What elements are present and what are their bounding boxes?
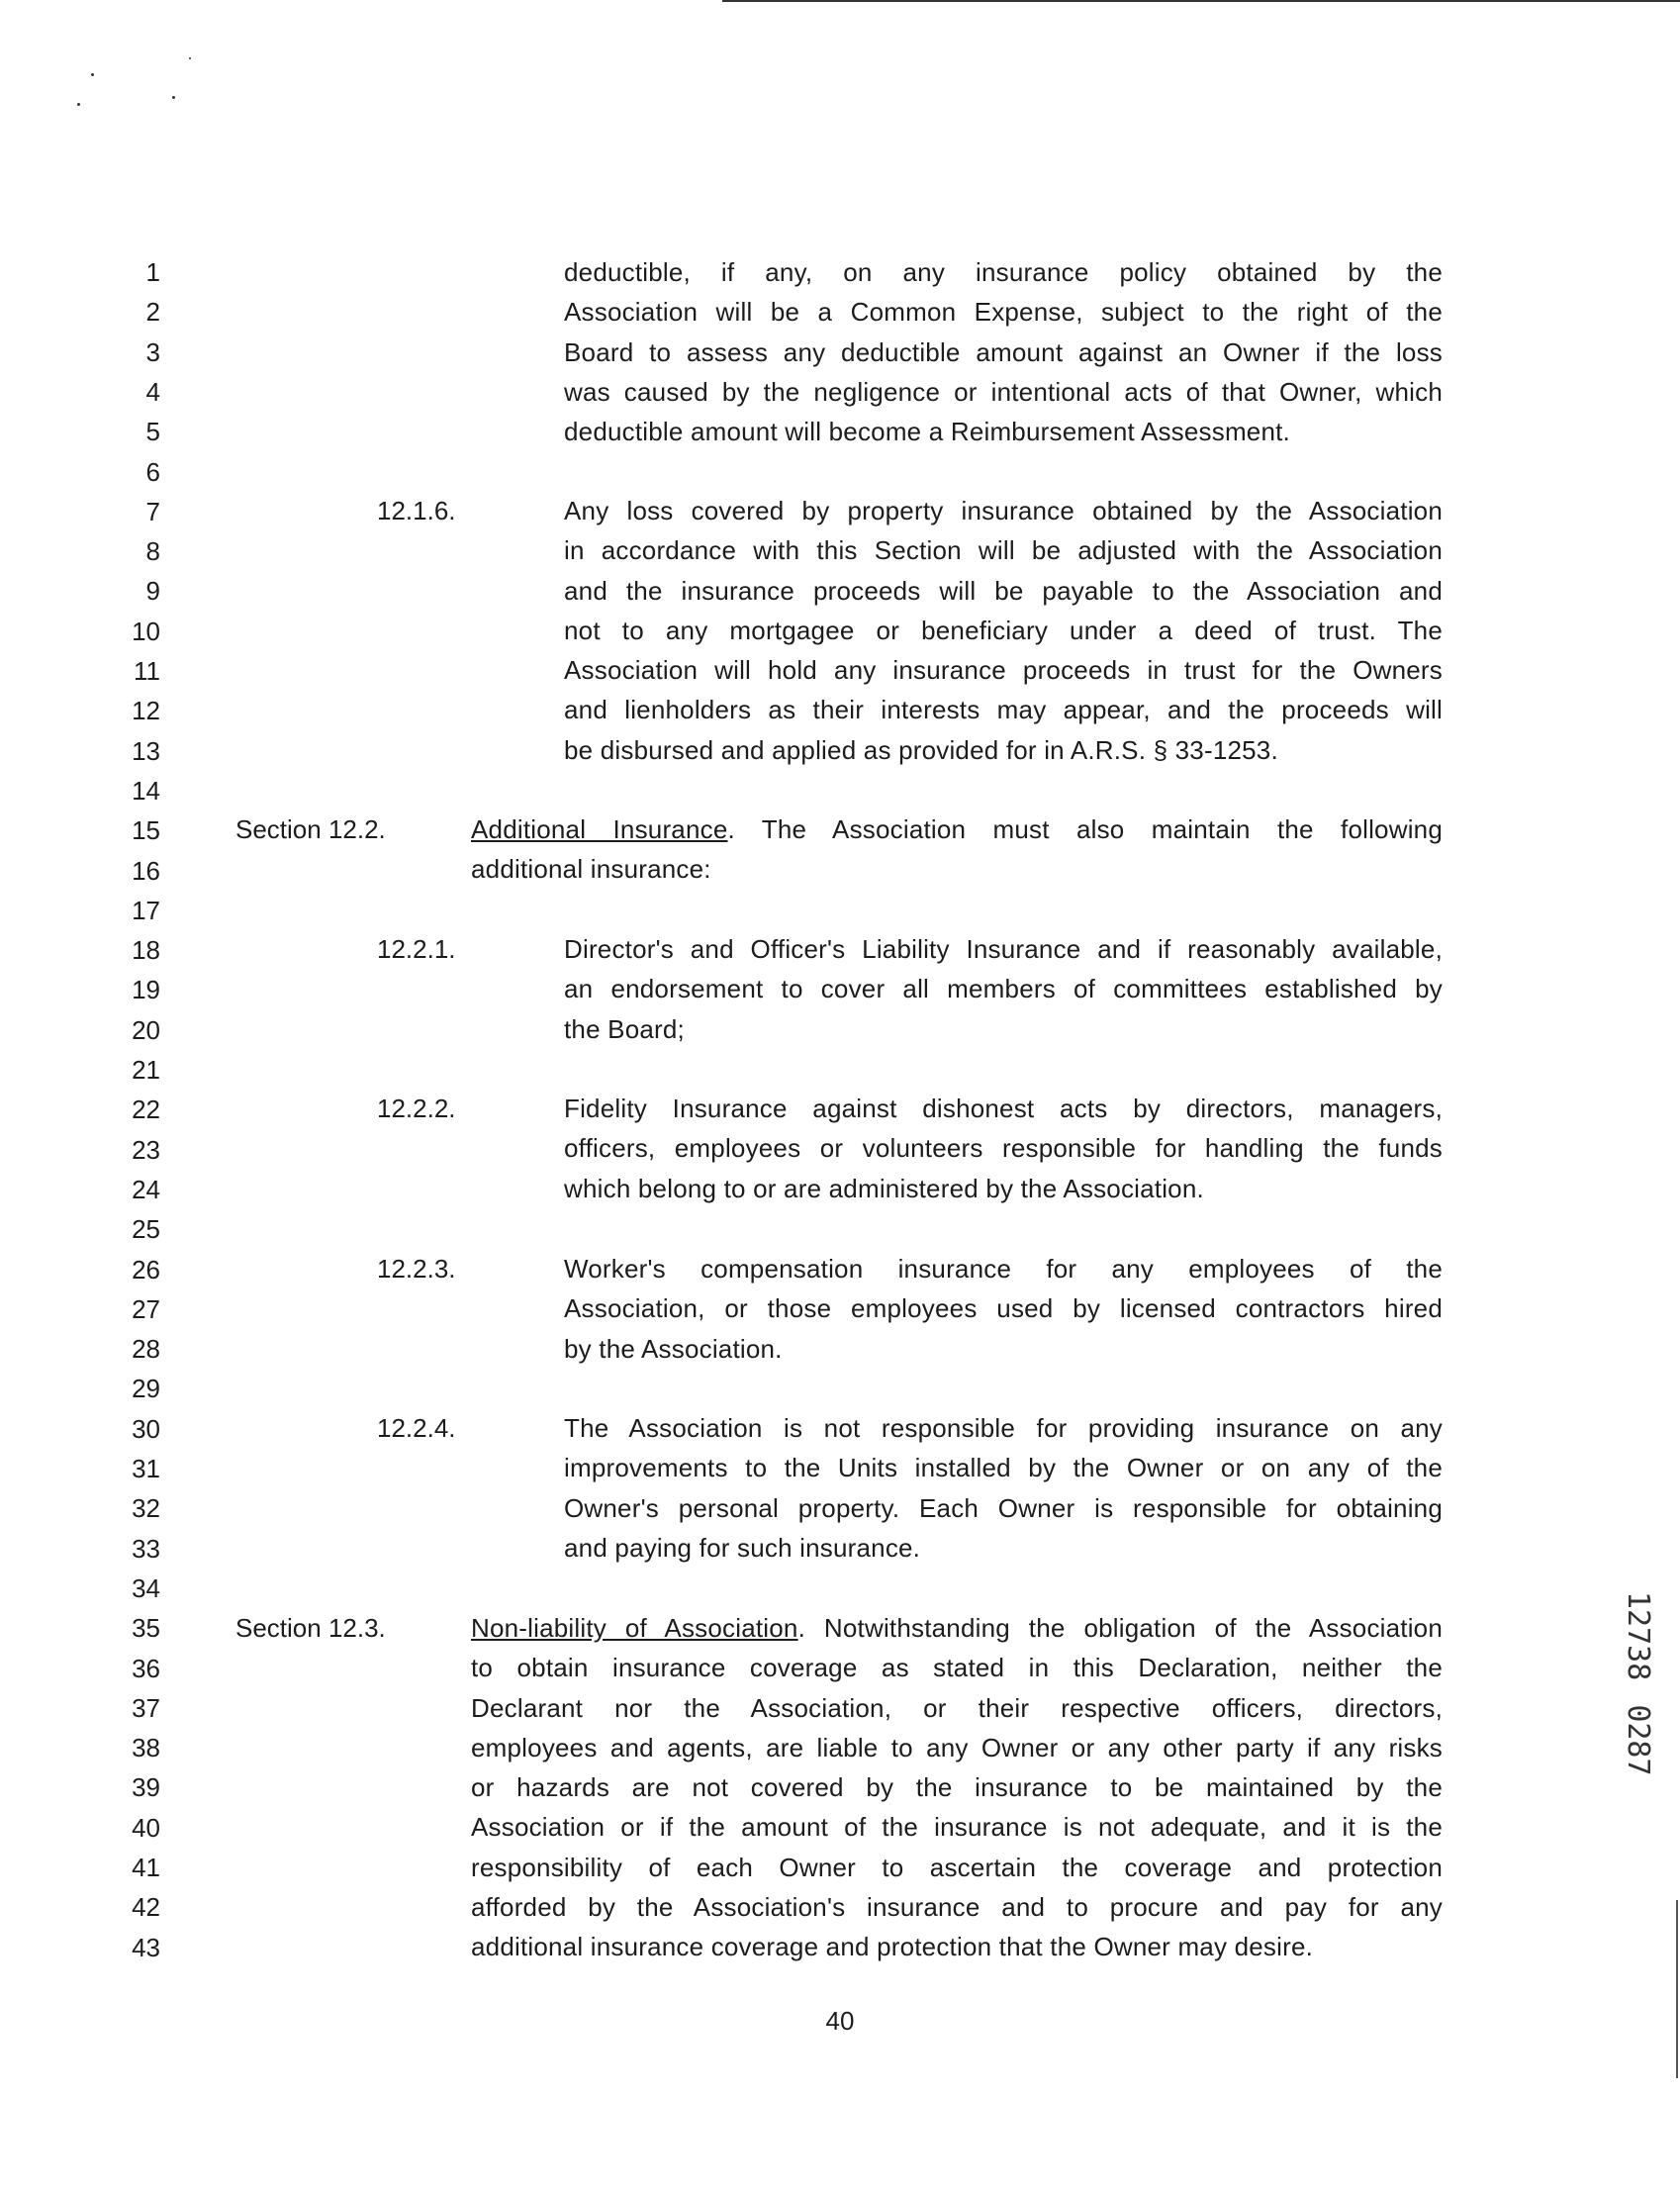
- scan-speck: [91, 73, 94, 76]
- line-number: 3: [145, 336, 160, 367]
- line-number: 20: [132, 1014, 160, 1045]
- text-line: responsibility of each Owner to ascertain the coverage and protection: [471, 1852, 1443, 1882]
- line-number: 34: [132, 1572, 160, 1603]
- line-number: 27: [132, 1293, 160, 1324]
- scan-speck: [189, 57, 191, 59]
- line-number: 24: [132, 1174, 160, 1204]
- text-line: Director's and Officer's Liability Insurance and if reasonably available,: [564, 934, 1443, 964]
- subsection-number: 12.2.4.: [377, 1413, 456, 1443]
- section-heading-rest: . Notwithstanding the obligation of the Association: [797, 1613, 1443, 1643]
- line-number: 13: [132, 735, 160, 766]
- line-number: 38: [132, 1733, 160, 1763]
- line-number: 30: [132, 1413, 160, 1444]
- scan-speck: [77, 103, 80, 106]
- subsection-12-1-6-text: [564, 491, 1443, 770]
- line-number: 31: [132, 1454, 160, 1483]
- subsection-12-2-2-text: [564, 1089, 1443, 1208]
- text-line: Association will hold any insurance proceeds in trust for the Owners: [564, 655, 1443, 686]
- text-line: by the Association.: [564, 1333, 783, 1364]
- line-number: 35: [132, 1613, 160, 1644]
- subsection-12-2-3-text: [564, 1249, 1443, 1369]
- text-line: Owner's personal property. Each Owner is responsible for obtaining: [564, 1492, 1443, 1523]
- text-line: Association or if the amount of the insurance is not adequate, and it is the: [471, 1812, 1443, 1843]
- line-number: 43: [132, 1932, 160, 1962]
- line-number: 4: [145, 376, 160, 407]
- line-number: 22: [132, 1095, 160, 1125]
- line-number: 21: [132, 1055, 160, 1085]
- line-number: 19: [132, 975, 160, 1005]
- line-number: 25: [132, 1214, 160, 1245]
- line-number: 28: [132, 1334, 160, 1365]
- line-number: 8: [145, 536, 160, 567]
- line-number: 37: [132, 1692, 160, 1723]
- text-line: additional insurance:: [471, 854, 711, 885]
- section-label: Section 12.3.: [235, 1613, 386, 1643]
- line-number: 26: [132, 1254, 160, 1285]
- text-line: which belong to or are administered by the Association.: [564, 1173, 1204, 1203]
- page-number: 40: [825, 2006, 855, 2036]
- text-line: Association will be a Common Expense, subject to the right of the: [564, 297, 1443, 328]
- line-number: 1: [145, 257, 160, 287]
- text-line: [471, 1608, 1443, 1648]
- line-number: 7: [145, 496, 160, 526]
- subsection-number: 12.1.6.: [377, 496, 456, 525]
- text-line: Worker's compensation insurance for any employees of the: [564, 1254, 1443, 1284]
- line-number: 11: [134, 656, 160, 686]
- line-number: 17: [132, 895, 160, 925]
- section-heading-rest: . The Association must also maintain the following: [727, 814, 1443, 844]
- line-number: 42: [132, 1892, 160, 1923]
- subsection-12-2-1-text: [564, 929, 1443, 1049]
- text-line: [471, 810, 1443, 849]
- text-line: was caused by the negligence or intentional acts of that Owner, which: [564, 376, 1443, 407]
- text-line: in accordance with this Section will be adjusted with the Association: [564, 535, 1443, 566]
- text-line: Board to assess any deductible amount against an Owner if the loss: [564, 336, 1443, 367]
- text-line: Any loss covered by property insurance obtained by the Association: [564, 496, 1443, 525]
- line-number: 40: [132, 1812, 160, 1843]
- line-number: 9: [145, 576, 160, 607]
- text-line: and paying for such insurance.: [564, 1532, 921, 1563]
- section-label: Section 12.2.: [235, 814, 386, 844]
- paragraph-deductible-continuation: [564, 252, 1443, 451]
- text-line: employees and agents, are liable to any Owner or any other party if any risks: [471, 1732, 1443, 1762]
- recording-number-part: 1273: [1621, 1591, 1655, 1664]
- text-line: deductible, if any, on any insurance policy obtained by the: [564, 257, 1443, 287]
- line-number: 29: [132, 1374, 160, 1404]
- line-number: 16: [132, 855, 160, 886]
- text-line: and lienholders as their interests may appear, and the proceeds will: [564, 695, 1443, 725]
- line-number: 10: [132, 616, 160, 646]
- line-number: 36: [132, 1653, 160, 1683]
- text-line: the Board;: [564, 1013, 685, 1044]
- line-number: 39: [132, 1772, 160, 1803]
- line-number: 5: [145, 417, 160, 447]
- line-number: 41: [132, 1853, 160, 1882]
- subsection-12-2-4-text: [564, 1408, 1443, 1568]
- section-heading: Additional Insurance: [471, 814, 728, 844]
- line-number: 32: [132, 1493, 160, 1524]
- section-12-2-text: [471, 810, 1443, 890]
- line-number: 12: [132, 696, 160, 726]
- line-number: 14: [132, 775, 160, 806]
- line-number: 18: [132, 935, 160, 966]
- line-number: 2: [145, 297, 160, 328]
- text-line: additional insurance coverage and protection that the Owner may desire.: [471, 1932, 1314, 1962]
- recording-stamp-number: [1621, 1591, 1655, 1776]
- line-number: 6: [145, 456, 160, 487]
- text-line: an endorsement to cover all members of committees established by: [564, 974, 1443, 1004]
- subsection-number: 12.2.2.: [377, 1094, 456, 1123]
- text-line: and the insurance proceeds will be payable to the Association and: [564, 575, 1443, 606]
- text-line: afforded by the Association's insurance and to procure and pay for any: [471, 1892, 1443, 1923]
- text-line: or hazards are not covered by the insurance to be maintained by the: [471, 1772, 1443, 1803]
- text-line: not to any mortgagee or beneficiary under a deed of trust. The: [564, 615, 1443, 645]
- text-line: officers, employees or volunteers responsible for handling the funds: [564, 1133, 1443, 1164]
- recording-number-part: 0287: [1621, 1704, 1655, 1776]
- text-line: Association, or those employees used by licensed contractors hired: [564, 1293, 1443, 1324]
- section-12-3-text: [471, 1608, 1443, 1967]
- text-line: be disbursed and applied as provided for in A.R.S. § 33-1253.: [564, 734, 1278, 765]
- text-line: improvements to the Units installed by the Owner or on any of the: [564, 1453, 1443, 1483]
- scan-speck: [172, 96, 175, 99]
- text-line: to obtain insurance coverage as stated in this Declaration, neither the: [471, 1653, 1443, 1683]
- section-heading: Non-liability of Association: [471, 1613, 798, 1643]
- text-line: Fidelity Insurance against dishonest acts by directors, managers,: [564, 1094, 1443, 1123]
- line-number: 33: [132, 1533, 160, 1564]
- scan-top-rule: [722, 0, 1680, 2]
- line-number: 23: [132, 1134, 160, 1165]
- text-line: The Association is not responsible for providing insurance on any: [564, 1413, 1443, 1443]
- subsection-number: 12.2.3.: [377, 1254, 456, 1284]
- text-line: deductible amount will become a Reimbursement Assessment.: [564, 417, 1290, 447]
- line-number: 15: [132, 815, 160, 846]
- text-line: Declarant nor the Association, or their respective officers, directors,: [471, 1692, 1443, 1723]
- recording-number-part: 8: [1621, 1663, 1655, 1681]
- scan-right-edge: [1676, 1900, 1678, 2078]
- subsection-number: 12.2.1.: [377, 934, 456, 964]
